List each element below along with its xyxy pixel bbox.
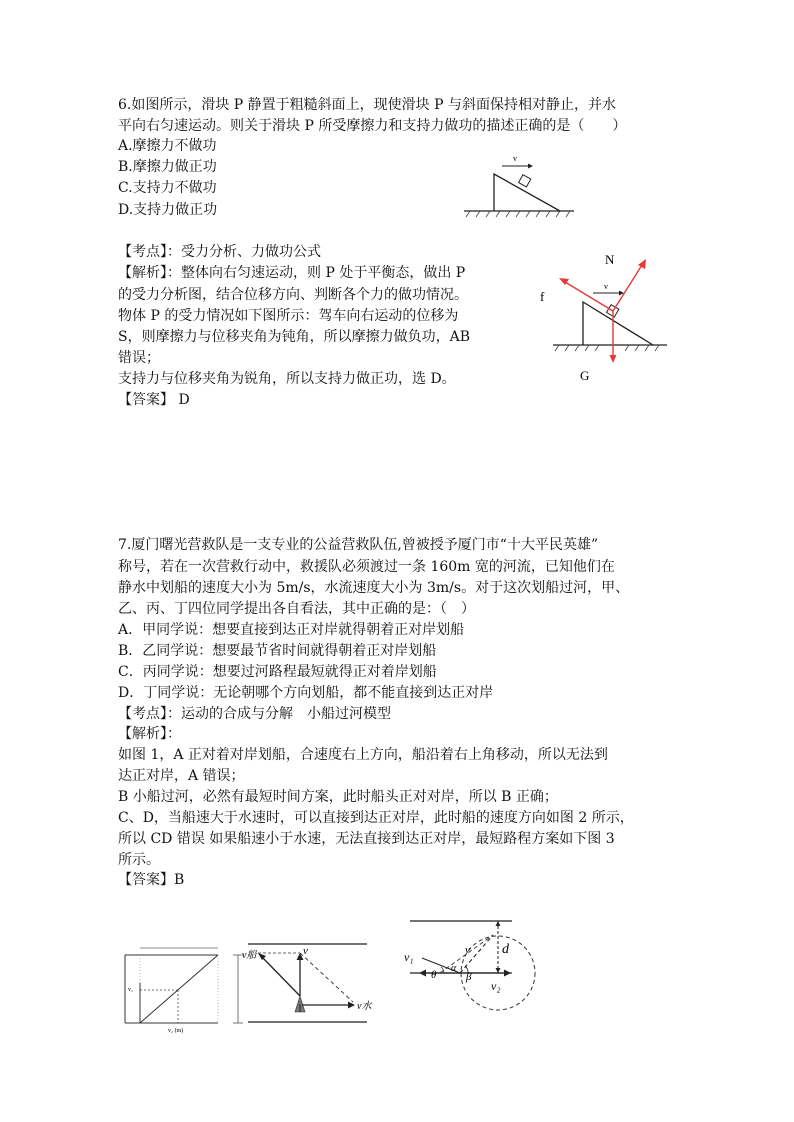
friction-label: f <box>540 289 545 304</box>
q6-jiexi-line-2: 的受力分析图，结合位移方向、判断各个力的做功情况。 <box>118 287 468 303</box>
q7-jiexi-line-5: 所以 CD 错误 如果船速小于水速，无法直接到达正对岸，最短路程方案如下图 3 <box>118 831 615 847</box>
fig3-v-label: v <box>465 944 470 956</box>
q7-option-b: B．乙同学说：想要最节省时间就得朝着正对岸划船 <box>118 643 437 659</box>
q7-jiexi-line-4: C、D，当船速大于水速时，可以直接到达正对岸，此时船的速度方向如图 2 所示， <box>118 810 634 826</box>
fig2-v-label: v <box>303 945 308 957</box>
gravity-label: G <box>580 368 590 383</box>
q7-option-d: D．丁同学说：无论朝哪个方向划船，都不能直接到达正对岸 <box>118 685 494 701</box>
q6-jiexi-line-1: 【解析】：整体向右匀速运动，则 P 处于平衡态，做出 P <box>118 265 466 281</box>
fig3-v2-label: v₂ <box>491 979 501 993</box>
fig3-alpha-label: α <box>451 963 457 974</box>
q6-jiexi-line-6: 支持力与位移夹角为锐角，所以支持力做正功，选 D。 <box>118 371 456 387</box>
q6-option-c: C.支持力不做功 <box>118 180 217 196</box>
q7-stem-line-4: 乙、丙、丁四位同学提出各自看法，其中正确的是：（ ） <box>118 601 475 617</box>
q7-answer: 【答案】B <box>118 872 185 888</box>
q7-stem-line-3: 静水中划船的速度大小为 5m/s，水流速度大小为 3m/s。对于这次划船过河，甲、 <box>118 580 630 596</box>
q7-figure-2 <box>240 938 375 1028</box>
q6-stem-line-1: 6.如图所示，滑块 P 静置于粗糙斜面上，现使滑块 P 与斜面保持相对静止，并水 <box>118 97 616 113</box>
q6-jiexi-line-5: 错误； <box>118 350 160 366</box>
q7-figure-1 <box>120 938 245 1034</box>
fig3-d-label: d <box>502 942 509 957</box>
q7-jiexi-title: 【解析】： <box>118 726 181 742</box>
fig2-vshui-label: v水 <box>357 1001 372 1012</box>
q6-force-diagram <box>535 245 675 385</box>
q7-jiexi-line-6: 所示。 <box>118 852 160 868</box>
q6-incline-figure <box>462 148 582 220</box>
q7-jiexi-line-1: 如图 1，A 正对着对岸划船，合速度右上方向，船沿着右上角移动，所以无法到 <box>118 747 608 763</box>
q6-option-a: A.摩擦力不做功 <box>118 138 217 154</box>
q6-option-b: B.摩擦力做正功 <box>118 159 217 175</box>
q7-option-c: C．丙同学说：想要过河路程最短就得正对着岸划船 <box>118 664 437 680</box>
q6-kaodian: 【考点】：受力分析、力做功公式 <box>118 244 321 260</box>
q6-answer: 【答案】 D <box>118 392 190 408</box>
q7-option-a: A．甲同学说：想要直接到达正对岸就得朝着正对岸划船 <box>118 622 465 638</box>
q7-figure-3 <box>400 913 555 1028</box>
q6-jiexi-line-3: 物体 P 的受力情况如下图所示：驾车向右运动的位移为 <box>118 308 459 324</box>
q6-option-d: D.支持力做正功 <box>118 202 218 218</box>
fig1-v2-label: v₂ (m) <box>168 1028 184 1034</box>
fig1-v1-label: v₁ <box>128 987 134 993</box>
q7-jiexi-line-3: B 小船过河，必然有最短时间方案，此时船头正对对岸，所以 B 正确； <box>118 789 558 805</box>
q7-stem-line-1: 7.厦门曙光营救队是一支专业的公益营救队伍,曾被授予厦门市“十大平民英雄” <box>118 537 599 553</box>
fig3-v1-label: v₁ <box>404 950 414 964</box>
q6-stem-line-2: 平向右匀速运动。则关于滑块 P 所受摩擦力和支持力做功的描述正确的是（ ） <box>118 118 627 134</box>
fig3-beta-label: β <box>466 971 472 983</box>
fig3-theta-label: θ <box>431 969 437 981</box>
q7-kaodian: 【考点】：运动的合成与分解 小船过河模型 <box>118 706 391 722</box>
normal-force-label: N <box>605 252 615 267</box>
q6-jiexi-line-4: S，则摩擦力与位移夹角为钝角，所以摩擦力做负功，AB <box>118 329 470 345</box>
q7-jiexi-line-2: 达正对岸，A 错误； <box>118 768 245 784</box>
q6-force-velocity-label: v <box>604 282 608 291</box>
q7-stem-line-2: 称号，若在一次营救行动中，救援队必须渡过一条 160m 宽的河流，已知他们在 <box>118 559 615 575</box>
q6-velocity-label: v <box>513 154 517 163</box>
fig2-vchuan-label: v船 <box>242 950 257 961</box>
